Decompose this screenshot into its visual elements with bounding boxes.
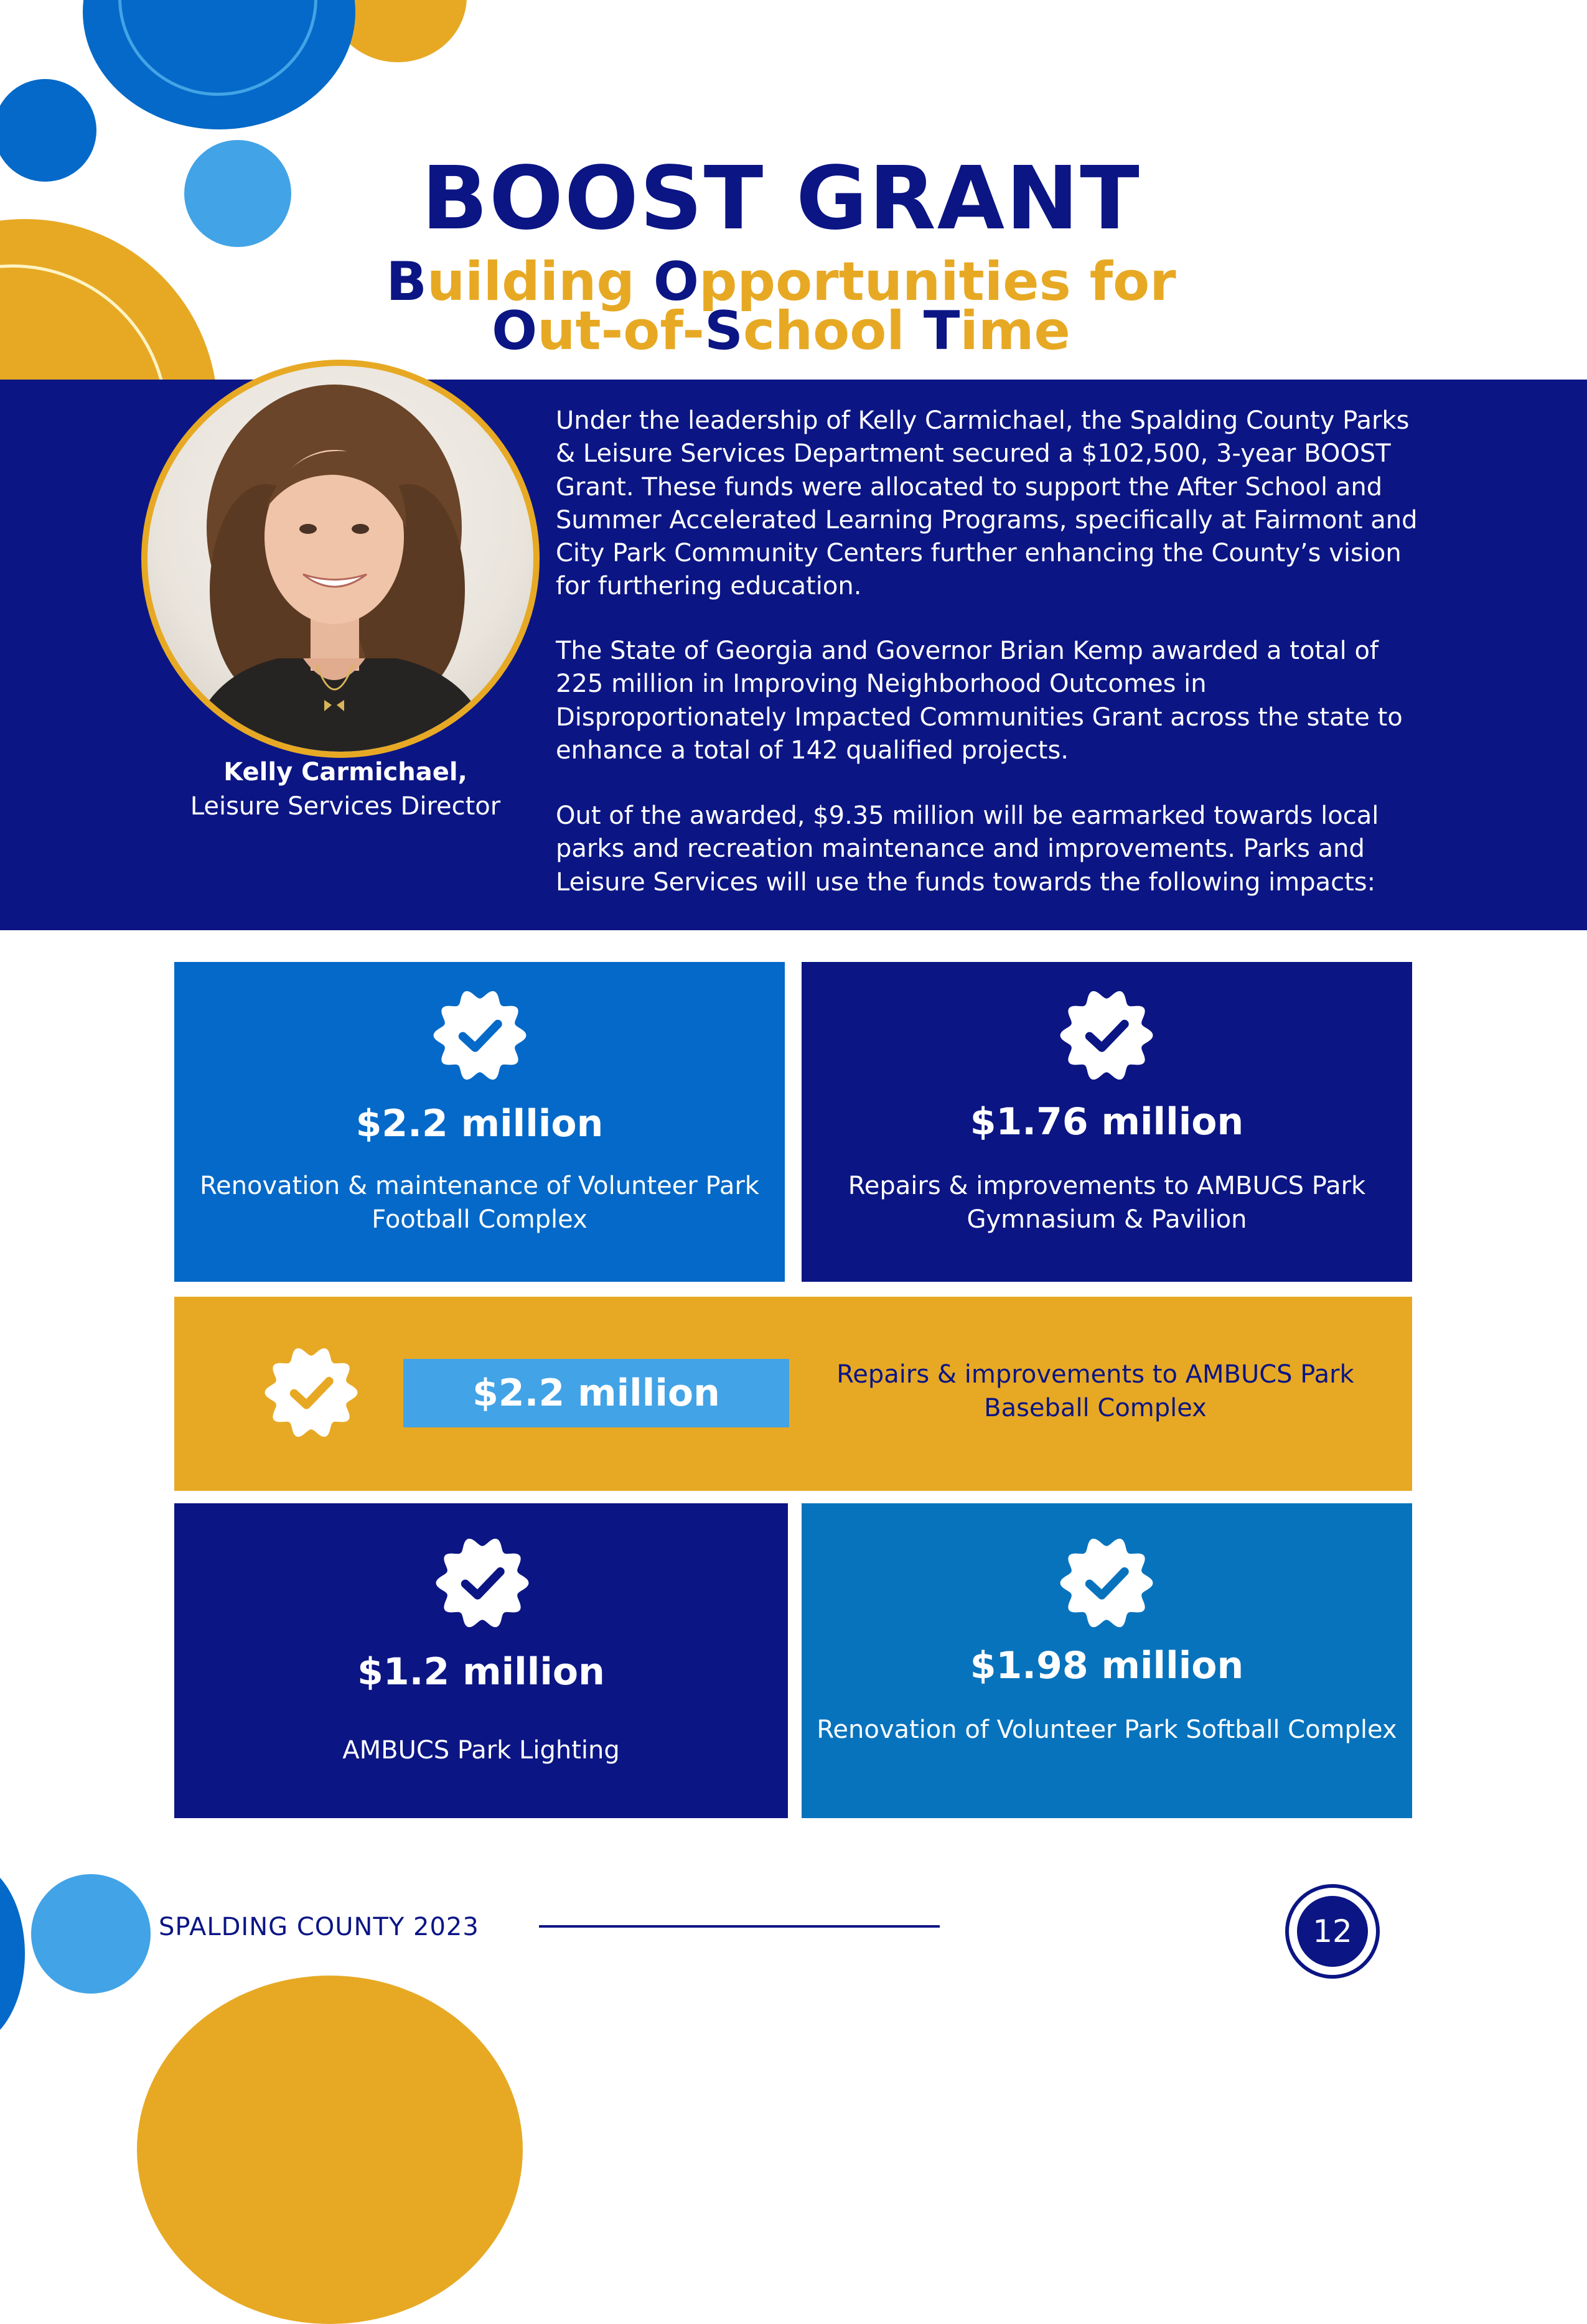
impact-amount: $1.2 million — [357, 1650, 605, 1694]
check-badge-icon — [435, 1536, 530, 1630]
impact-card — [174, 1503, 788, 1818]
check-badge-icon — [433, 988, 527, 1083]
subtitle-line-2 — [0, 300, 1562, 362]
subtitle-initial: S — [704, 300, 743, 362]
profile-name: Kelly Carmichael, — [223, 758, 467, 786]
page-number-badge — [1285, 1884, 1380, 1979]
intro-paragraph: Out of the awarded, $9.35 million will be earmarked towards local parks and recreation maintenance and improvements. Parks and Leisure Services will use the funds towards the following impacts: — [556, 801, 1379, 897]
subtitle-word: uilding — [426, 251, 653, 313]
impact-description: Renovation & maintenance of Volunteer Park Football Complex — [200, 1172, 759, 1234]
profile-role: Leisure Services Director — [190, 792, 501, 821]
subtitle-initial: O — [492, 300, 538, 362]
impact-description: AMBUCS Park Lighting — [342, 1736, 620, 1765]
decor-circle-gold-bottom — [137, 1976, 523, 2324]
impact-amount: $2.2 million — [355, 1102, 604, 1146]
impact-amount-box — [403, 1359, 789, 1427]
subtitle-word: ime — [960, 300, 1070, 362]
impact-card-wide — [174, 1297, 1412, 1491]
intro-paragraph: Under the leadership of Kelly Carmichael, the Spalding County Parks & Leisure Services Department secured a $102,500, 3-year BOOST Grant. These funds were allocated to support the After School and Summer Accelerated Learning Programs, specifically at Fairmont and City Park Community Centers further enhancing the County’s vision for furthering education. — [556, 406, 1418, 601]
check-badge-icon — [1059, 988, 1154, 1083]
subtitle-initial: T — [923, 300, 960, 362]
impact-description: Repairs & improvements to AMBUCS Park Baseball Complex — [836, 1360, 1354, 1422]
check-badge-icon — [264, 1345, 358, 1440]
portrait-photo-icon — [147, 366, 533, 752]
impact-amount: $2.2 million — [472, 1371, 720, 1415]
impact-card — [802, 962, 1412, 1282]
page-number: 12 — [1297, 1896, 1368, 1967]
check-badge-icon — [1059, 1536, 1154, 1630]
impact-description: Renovation of Volunteer Park Softball Complex — [817, 1715, 1397, 1744]
impact-amount: $1.98 million — [970, 1644, 1244, 1687]
intro-paragraph: The State of Georgia and Governor Brian Kemp awarded a total of 225 million in Improving Neighborhood Outcomes in Disproportionately Impacted Communities Grant across the state to enhance a total of 142 qualified projects. — [556, 637, 1403, 765]
subtitle-initial: O — [653, 251, 699, 313]
subtitle-word: chool — [742, 300, 924, 362]
profile-photo — [141, 360, 540, 758]
impact-card — [802, 1503, 1412, 1818]
impact-description: Repairs & improvements to AMBUCS Park Gymnasium & Pavilion — [848, 1172, 1366, 1234]
page-title: BOOST GRANT — [421, 148, 1141, 250]
subtitle-word: ut-of- — [537, 300, 705, 362]
footer-divider — [539, 1925, 940, 1928]
decor-circle-blue-bottom-left — [0, 1860, 25, 2047]
impact-card — [174, 962, 785, 1282]
footer-label: SPALDING COUNTY 2023 — [159, 1913, 479, 1941]
decor-circle-lightblue-bottom — [31, 1874, 151, 1994]
impact-amount: $1.76 million — [970, 1100, 1244, 1144]
subtitle-initial: B — [386, 251, 427, 313]
subtitle-word: pportunities for — [699, 251, 1176, 313]
